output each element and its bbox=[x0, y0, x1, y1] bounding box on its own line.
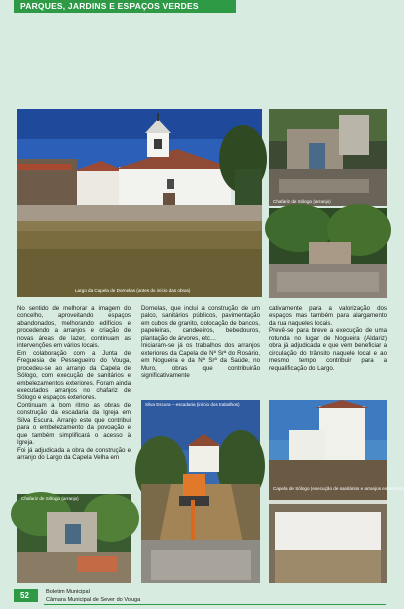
footer-publication: Boletim Municipal bbox=[46, 589, 90, 595]
staircase-construction-illustration bbox=[141, 400, 260, 583]
chapel-sanitaries-illustration bbox=[269, 400, 387, 583]
photo-chafariz-bottom bbox=[269, 208, 387, 298]
photo-capela-sologo bbox=[269, 400, 404, 583]
fountain-illustration bbox=[269, 109, 387, 206]
article-paragraph: No sentido de melhorar a imagem do concelho, aproveitando espaços abandonados, melhorando edifícios e procedendo a arranjos e criação de novas áreas de lazer, continuam as intervenções em vários locais. bbox=[17, 305, 131, 350]
photo-chafariz-top bbox=[269, 109, 387, 206]
fountain-illustration bbox=[269, 208, 387, 298]
page-number: 52 bbox=[20, 591, 29, 600]
photo-caption: Silva Escura – escadaria (início dos trabalhos) bbox=[145, 402, 240, 407]
photo-chafariz-left bbox=[17, 494, 131, 583]
photo-caption: Largo da Capela de Dornelas (antes do início das obras) bbox=[75, 288, 191, 293]
photo-largo-capela bbox=[17, 109, 262, 297]
footer-publisher: Câmara Municipal de Sever do Vouga bbox=[46, 597, 141, 603]
article-paragraph: Iniciaram-se já os trabalhos dos arranjos exteriores da Capela de Nª Srª do Rosário, em Nogueira e da Nª Srª da Saúde, no Muro, obras que contribuirão significativamente bbox=[141, 342, 260, 380]
article-paragraph: cativamente para a valorização dos espaços mas também para alargamento da rua naqueles locais. bbox=[269, 305, 387, 327]
footer-rule bbox=[44, 604, 386, 605]
article-column-2 bbox=[141, 305, 260, 380]
article-paragraph: Continuam a bom ritmo as obras de construção da escadaria da Igreja em Silva Escura. Arranjo este que contribui para o embelezamento da povoação e que também simplificará o acesso à Igreja. bbox=[17, 401, 131, 447]
fountain-illustration bbox=[17, 494, 131, 583]
chapel-illustration bbox=[17, 109, 262, 297]
article-paragraph: Em colaboração com a Junta de Freguesia de Pessegueiro do Vouga, procedeu-se ao arranjo da Capela de Sólogo, com execução de sanitários e embelezamentos exteriores. Foram ainda executados arranjos no chafariz de Sólogo e espaços exteriores. bbox=[17, 349, 131, 402]
photo-caption: Chafariz de Sólogo (arranjo) bbox=[273, 199, 331, 204]
photo-silva-escura bbox=[141, 400, 260, 583]
photo-caption: Chafariz de Sólogo (arranjo) bbox=[21, 496, 79, 501]
section-title: PARQUES, JARDINS E ESPAÇOS VERDES bbox=[20, 1, 199, 11]
article-column-3 bbox=[269, 305, 387, 372]
article-paragraph: Foi já adjudicada a obra de construção e arranjo do Largo da Capela Velha em bbox=[17, 446, 131, 462]
photo-caption: Capela de Sólogo (execução de sanitários e arranjos exteriores) bbox=[273, 486, 404, 491]
article-paragraph: Dornelas, que inclui a construção de um palco, sanitários públicos, pavimentação em cubos de granito, colocação de bancos, papeleiras, candeeiros, bebedouros, plantação de árvores, etc… bbox=[141, 305, 260, 342]
article-column-1 bbox=[17, 305, 131, 462]
article-paragraph: Prevê-se para breve a execução de uma rotunda no lugar de Nogueira (Aldariz) obra já adjudicada e que vem beneficiar a circulação do trânsito naquele local e ao mesmo tempo contribuir para a requalificação do Largo. bbox=[269, 327, 387, 372]
